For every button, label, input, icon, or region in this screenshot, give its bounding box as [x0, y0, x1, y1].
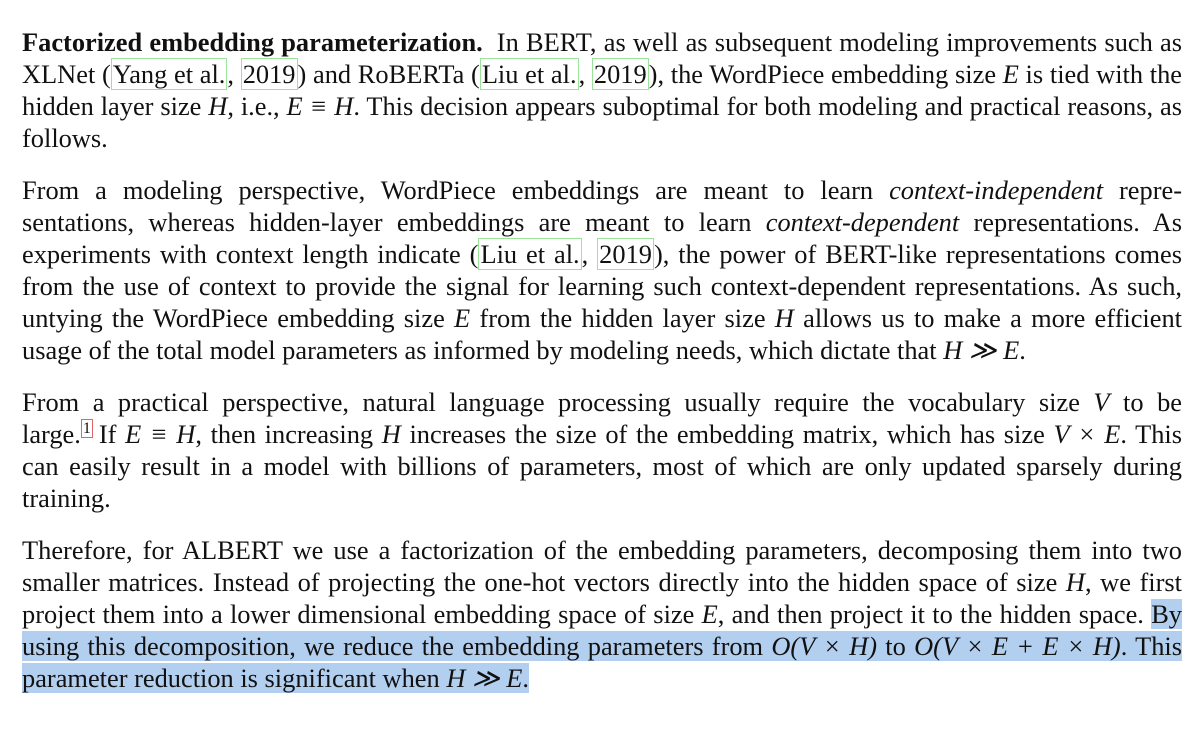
math-inline: H	[1065, 567, 1085, 597]
math-inline: H	[774, 303, 794, 333]
highlighted-text: . This parameter reduction is significant when	[22, 631, 1182, 693]
body-text: ,	[578, 59, 592, 89]
highlighted-text: .	[522, 663, 529, 693]
highlighted-text: By using this decomposition, we reduce the embedding parameters from	[22, 599, 1182, 661]
citation-link-liu-authors[interactable]: Liu et al.	[481, 59, 577, 89]
citation-link-liu-year[interactable]: 2019	[599, 239, 652, 269]
body-text: . This can easily result in a model with billions of parameters, most of which are only updated sparsely during training.	[22, 419, 1182, 513]
emphasis-text: context-independent	[889, 175, 1104, 205]
body-text: ), the WordPiece embedding size	[648, 59, 1003, 89]
body-text: ), the power of BERT-like representations comes from the use of context to provide the signal for learning such context-dependent representations. As such, untying the WordPiece embedding size	[22, 239, 1182, 333]
math-inline: H ≫ E	[446, 663, 523, 693]
body-text: , and then project it to the hidden space.	[717, 599, 1152, 629]
math-inline: H ≫ E	[943, 335, 1020, 365]
body-text: increases the size of the embedding matrix, which has size	[400, 419, 1054, 449]
footnote-link[interactable]: 1	[82, 420, 91, 438]
math-inline: V	[1093, 387, 1110, 417]
body-text: , i.e.,	[227, 91, 287, 121]
highlighted-text: to	[877, 631, 915, 661]
body-text: Therefore, for ALBERT we use a factorization of the embedding parameters, decomposing them into two smaller matrices. Instead of projecting the one-hot vectors directly into the hidden space of size	[22, 535, 1182, 597]
math-inline: E	[454, 303, 471, 333]
body-text: , we first project them into a lower dimensional embedding space of size	[22, 567, 1183, 629]
body-text: representations. As experiments with context length indicate (	[22, 207, 1182, 269]
paragraph-modeling-perspective	[22, 174, 1182, 366]
paragraph-factorized-embedding	[22, 26, 1182, 154]
math-inline: H	[381, 419, 401, 449]
emphasis-text: context-dependent	[765, 207, 960, 237]
body-text: ) and RoBERTa (	[297, 59, 480, 89]
math-inline: E ≡ H	[286, 91, 354, 121]
body-text: In BERT, as well as subsequent modeling improvements such as XLNet (	[22, 27, 1183, 89]
paragraph-albert-factorization	[22, 534, 1182, 694]
math-inline: E ≡ H	[125, 419, 196, 449]
citation-link-liu-year[interactable]: 2019	[593, 59, 647, 89]
paragraph-practical-perspective	[22, 386, 1182, 514]
body-text: allows us to make a more efficient usage of the total model parameters as informed by modeling needs, which dictate that	[22, 303, 1182, 365]
body-text: ,	[581, 239, 598, 269]
math-inline: O(V × H)	[771, 631, 878, 661]
body-text: .	[1019, 335, 1026, 365]
body-text: representations, whereas hidden-layer embeddings are meant to learn	[22, 175, 1182, 237]
math-inline: E	[1002, 59, 1019, 89]
body-text: to be large.	[22, 387, 1182, 449]
math-inline: V × E	[1053, 419, 1121, 449]
citation-link-yang-year[interactable]: 2019	[242, 59, 296, 89]
body-text: ,	[227, 59, 241, 89]
body-text: From a practical perspective, natural language processing usually require the vocabulary size	[22, 387, 1094, 417]
body-text: From a modeling perspective, WordPiece embeddings are meant to learn	[22, 175, 890, 205]
citation-link-yang-authors[interactable]: Yang et al.	[112, 59, 226, 89]
body-text: If	[98, 419, 126, 449]
paragraph-heading: Factorized embedding parameterization.	[22, 27, 483, 57]
body-text: is tied with the hidden layer size	[22, 59, 1182, 121]
body-text: from the hidden layer size	[470, 303, 775, 333]
math-inline: E	[701, 599, 718, 629]
body-text: , then increasing	[195, 419, 382, 449]
math-inline: O(V × E + E × H)	[914, 631, 1121, 661]
citation-link-liu-authors[interactable]: Liu et al.	[480, 239, 580, 269]
math-inline: H	[208, 91, 228, 121]
body-text: . This decision appears suboptimal for both modeling and practical reasons, as follows.	[22, 91, 1182, 153]
